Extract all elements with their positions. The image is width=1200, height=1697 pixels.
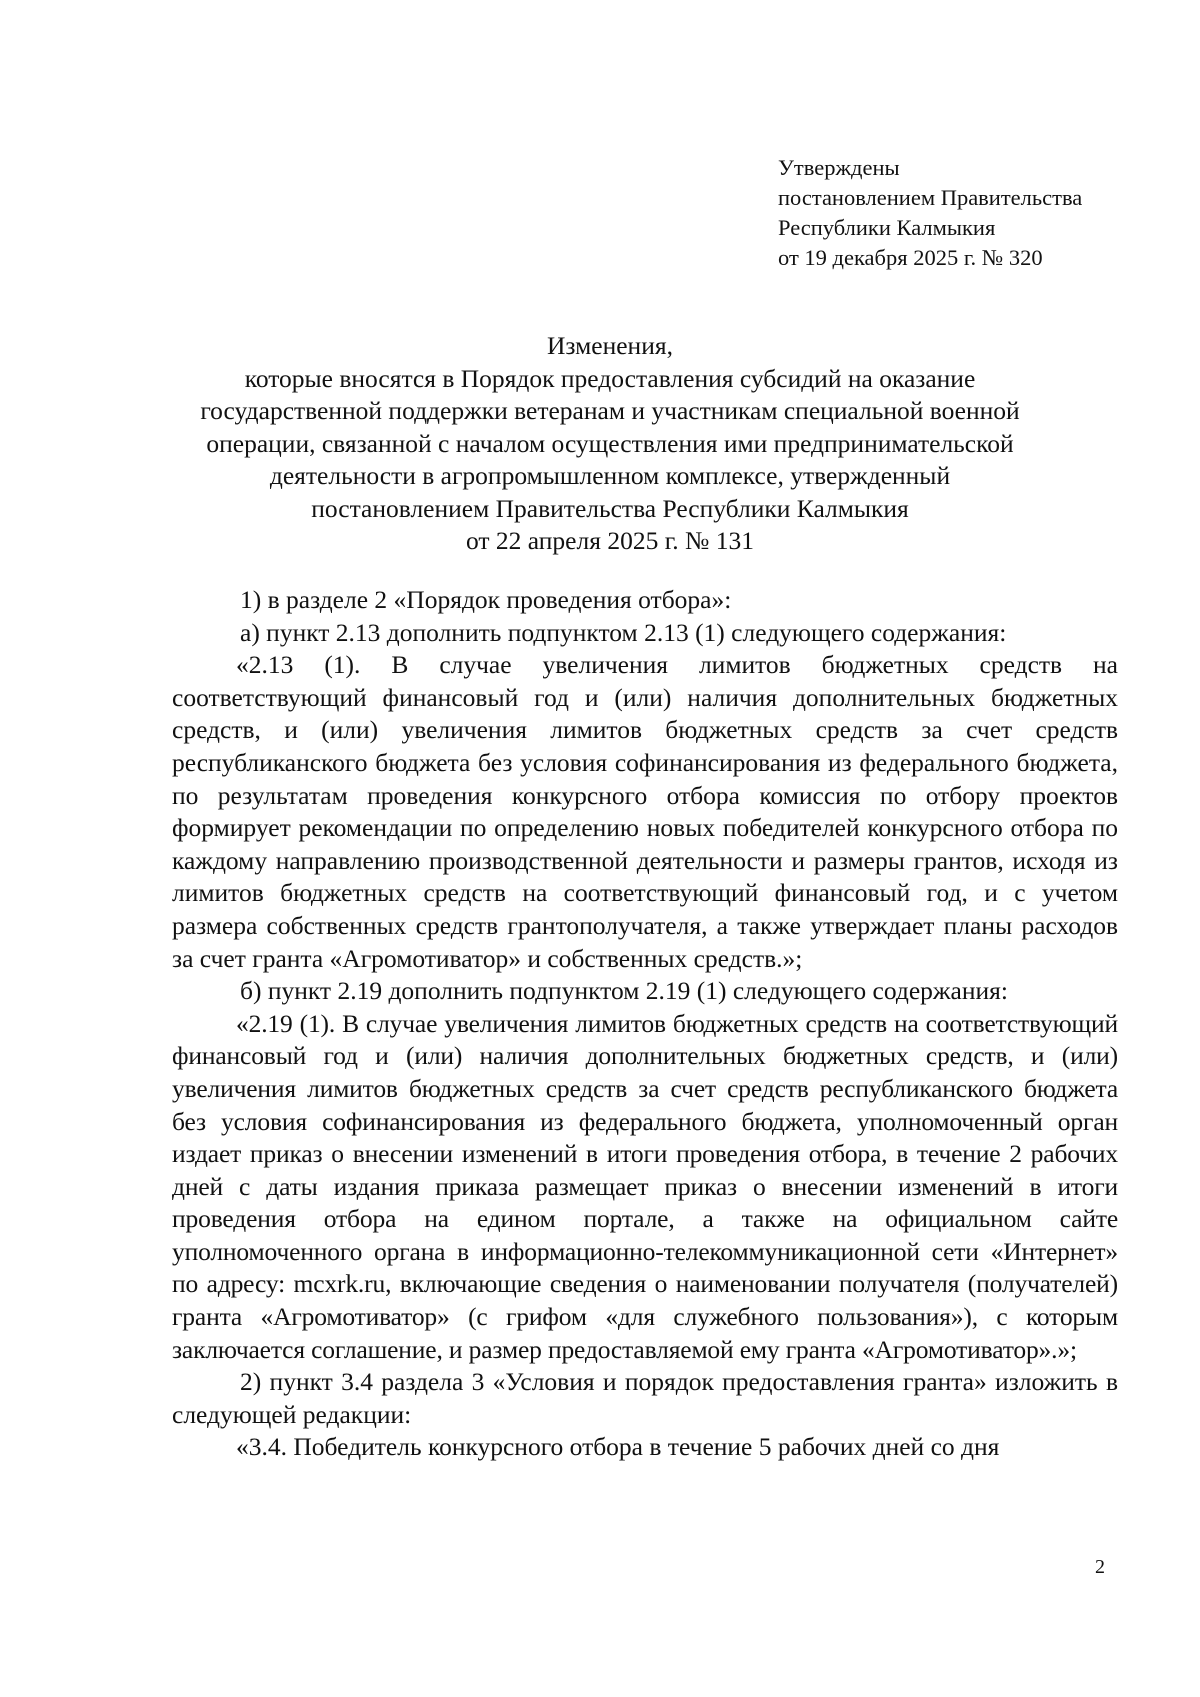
heading-line: которые вносятся в Порядок предоставления субсидий на оказание xyxy=(244,363,976,393)
heading-line: постановлением Правительства Республики Калмыкия xyxy=(311,493,909,523)
body-paragraph: 2) пункт 3.4 раздела 3 «Условия и порядок предоставления гранта» изложить в следующей редакции: xyxy=(172,1367,1118,1429)
approval-line: от 19 декабря 2025 г. № 320 xyxy=(778,245,1043,270)
approval-stamp xyxy=(778,153,1178,273)
body-paragraph: 1) в разделе 2 «Порядок проведения отбора»: xyxy=(240,585,732,614)
heading-title: Изменения, xyxy=(547,331,673,360)
body-paragraph: а) пункт 2.13 дополнить подпунктом 2.13 (1) следующего содержания: xyxy=(240,617,1007,647)
heading-line: деятельности в агропромышленном комплексе, утвержденный xyxy=(269,461,951,490)
heading-line: государственной поддержки ветеранам и участникам специальной военной xyxy=(200,396,1020,425)
page-number: 2 xyxy=(1095,1556,1105,1578)
body-paragraph: «2.19 (1). В случае увеличения лимитов бюджетных средств на соответствующий финансовый год и (или) наличия дополнительных бюджетных средств, и (или) увеличения лимитов бюджетных средств за счет средств республиканского бюджета без условия софинансирования из федерального бюджета, уполномоченный орган издает приказ о внесении изменений в итоги проведения отбора, в течение 2 рабочих дней с даты издания приказа размещает приказ о внесении изменений в итоги проведения отбора на едином портале, а также на официальном сайте уполномоченного органа в информационно-телекоммуникационной сети «Интернет» по адресу: mcxrk.ru, включающие сведения о наименовании получателя (получателей) гранта «Агромотиватор» (с грифом «для служебного пользования»), с которым заключается соглашение, и размер предоставляемой ему гранта «Агромотиватор».»; xyxy=(172,1008,1118,1364)
approval-line: Республики Калмыкия xyxy=(778,215,996,240)
approval-line: постановлением Правительства xyxy=(778,185,1083,210)
heading-line: от 22 апреля 2025 г. № 131 xyxy=(466,526,754,555)
body-paragraph: б) пункт 2.19 дополнить подпунктом 2.19 (1) следующего содержания: xyxy=(240,976,1008,1006)
approval-line: Утверждены xyxy=(778,155,900,180)
body-paragraph: «3.4. Победитель конкурсного отбора в течение 5 рабочих дней со дня xyxy=(236,1432,1000,1462)
document-body xyxy=(172,584,1118,1464)
body-paragraph: «2.13 (1). В случае увеличения лимитов бюджетных средств на соответствующий финансовый год и (или) наличия дополнительных бюджетных средств, и (или) увеличения лимитов бюджетных средств за счет средств республиканского бюджета без условия софинансирования из федерального бюджета, по результатам проведения конкурсного отбора комиссия по отбору проектов формирует рекомендации по определению новых победителей конкурсного отбора по каждому направлению производственной деятельности и размеры грантов, исходя из лимитов бюджетных средств на соответствующий финансовый год, и с учетом размера собственных средств грантополучателя, а также утверждает планы расходов за счет гранта «Агромотиватор» и собственных средств.»; xyxy=(172,650,1118,973)
document-heading xyxy=(160,330,1060,558)
heading-line: операции, связанной с началом осуществления ими предпринимательской xyxy=(206,428,1014,458)
